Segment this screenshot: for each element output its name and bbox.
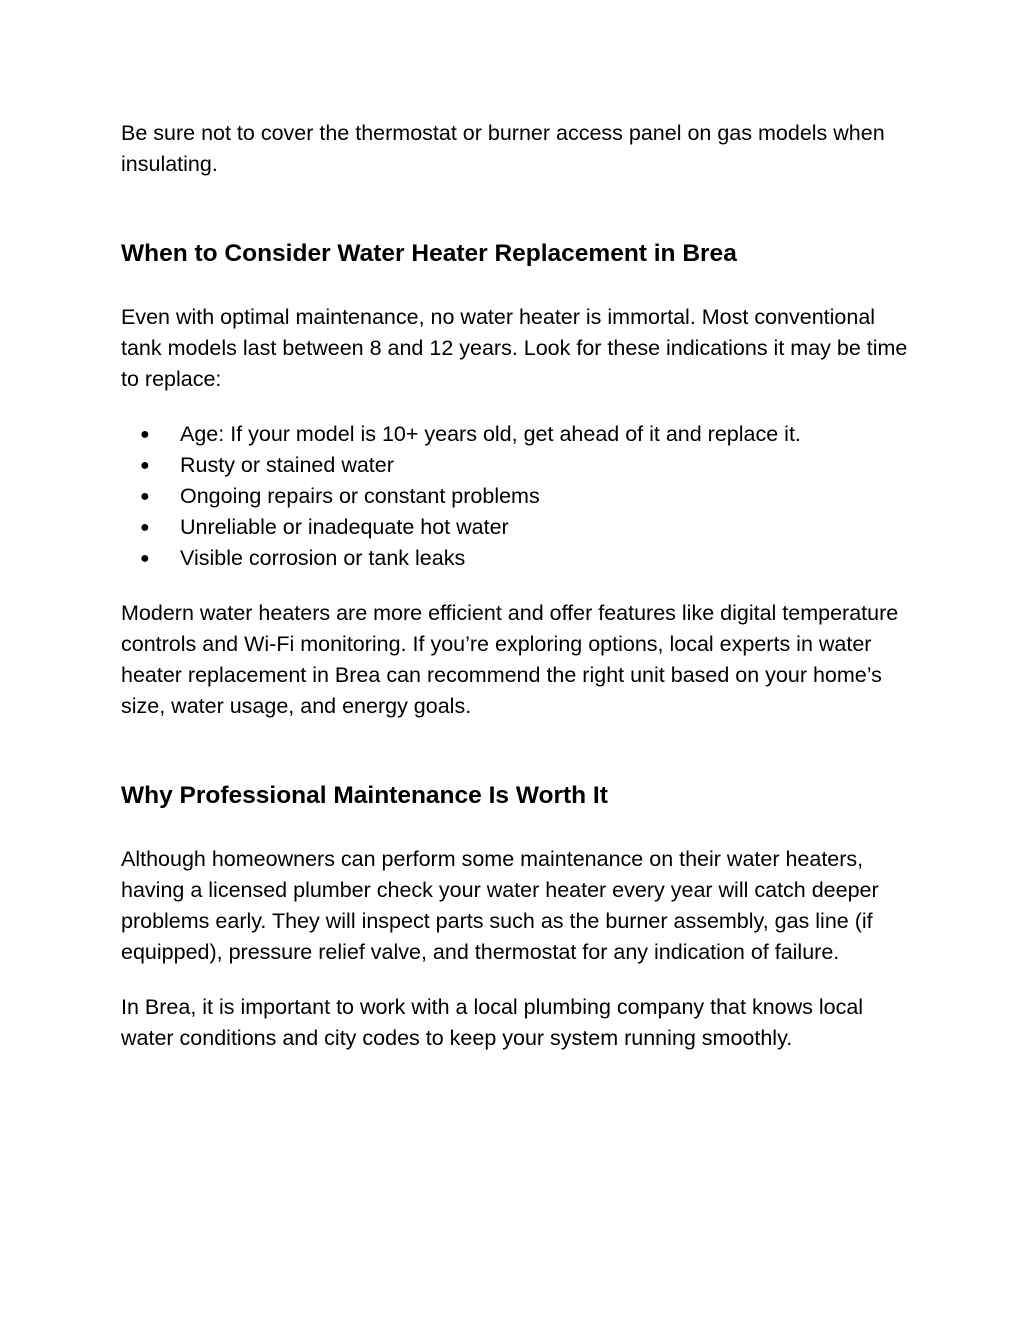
list-item: ● Unreliable or inadequate hot water xyxy=(121,512,914,543)
bullet-icon: ● xyxy=(140,519,150,536)
list-item: ● Age: If your model is 10+ years old, get ahead of it and replace it. xyxy=(121,419,914,450)
list-item: ● Visible corrosion or tank leaks xyxy=(121,543,914,574)
bullet-icon: ● xyxy=(140,488,150,505)
professional-paragraph-2: In Brea, it is important to work with a local plumbing company that knows local water conditions and city codes to keep your system running smoothly. xyxy=(121,995,864,1050)
bullet-icon: ● xyxy=(140,457,150,474)
replacement-outro-paragraph: Modern water heaters are more efficient and offer features like digital temperature controls and Wi-Fi monitoring. If you’re exploring options, local experts in water heater replacement in Brea can recommend the right unit based on your home’s size, water usage, and energy goals. xyxy=(121,601,899,718)
replacement-signs-list xyxy=(121,419,914,574)
replacement-heading: When to Consider Water Heater Replacement in Brea xyxy=(121,240,737,267)
professional-heading: Why Professional Maintenance Is Worth It xyxy=(121,782,608,809)
list-item: ● Rusty or stained water xyxy=(121,450,914,481)
list-item: ● Ongoing repairs or constant problems xyxy=(121,481,914,512)
replacement-intro-paragraph: Even with optimal maintenance, no water heater is immortal. Most conventional tank models last between 8 and 12 years. Look for these indications it may be time to replace: xyxy=(121,305,908,391)
intro-paragraph: Be sure not to cover the thermostat or burner access panel on gas models when insulating. xyxy=(121,121,885,176)
bullet-icon: ● xyxy=(140,550,150,567)
professional-paragraph-1: Although homeowners can perform some maintenance on their water heaters, having a licensed plumber check your water heater every year will catch deeper problems early. They will inspect parts such as the burner assembly, gas line (if equipped), pressure relief valve, and thermostat for any indication of failure. xyxy=(121,847,879,964)
bullet-icon: ● xyxy=(140,426,150,443)
